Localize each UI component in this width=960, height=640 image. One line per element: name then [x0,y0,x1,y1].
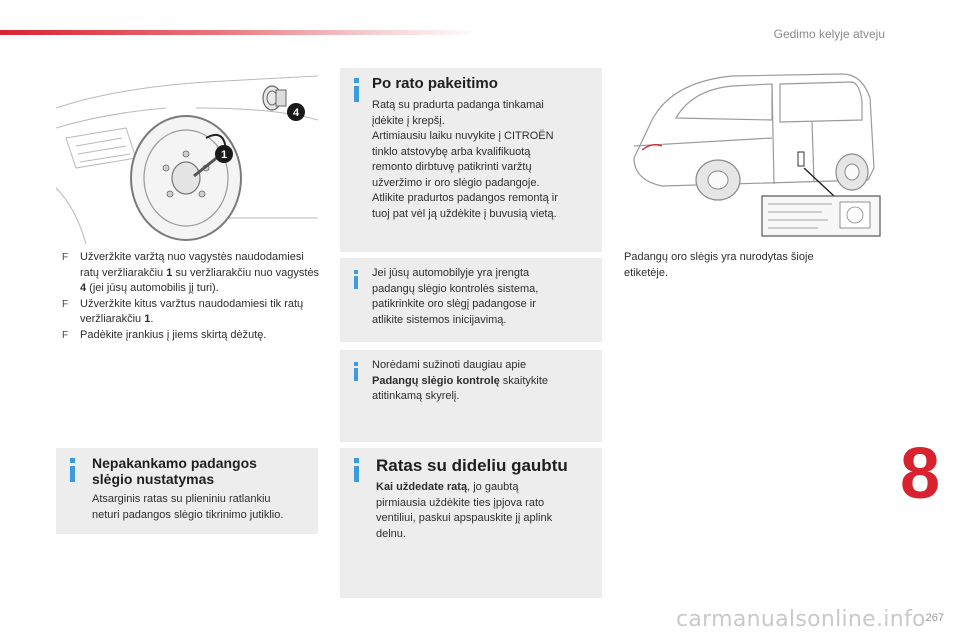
after-wheel-change-panel [340,68,602,252]
low-pressure-detection-panel [56,448,318,534]
instruction-item: F Užveržkite kitus varžtus naudodamiesi tik ratų veržliarakčiu 1. [62,297,304,325]
instruction-list [62,250,322,343]
label-caption: Padangų oro slėgis yra nurodytas šioje etiketėje. [624,251,814,279]
panel-title: Ratas su dideliu gaubtu [376,456,568,475]
panel-body: Jei jūsų automobilyje yra įrengta padangų slėgio kontrolės sistema, patikrinkite oro slėgį padangose ir atlikite sistemos inicijavimą. [372,267,539,326]
tpms-panel [340,258,602,342]
large-hubcap-panel [340,448,602,598]
more-info-panel [340,350,602,442]
callout-4-label: 4 [292,107,300,119]
wheel-illustration [56,68,318,244]
panel-title: Po rato pakeitimo [372,75,498,92]
panel-body: Norėdami sužinoti daugiau apie Padangų slėgio kontrolę skaitykite atitinkamą skyrelį. [372,359,549,402]
chapter-number: 8 [900,434,941,514]
page-number: 267 [925,612,944,624]
tpms-reference[interactable]: Padangų slėgio kontrolę [372,374,500,387]
instruction-item: F Padėkite įrankius į jiems skirtą dėžutę. [62,328,322,344]
panel-body: Atsarginis ratas su plieniniu ratlankiu neturi padangos slėgio tikrinimo jutiklio. [92,493,284,521]
panel-body: Kai uždedate ratą, jo gaubtą pirmiausia uždėkite ties įpjova rato ventiliui, paskui apspauskite jį aplink delnu. [376,481,553,540]
watermark: carmanualsonline.info [676,607,926,632]
bullet-marker-icon: F [62,252,69,263]
panel-title: Nepakankamo padangos slėgio nustatymas [92,455,257,487]
instruction-item: F Užveržkite varžtą nuo vagystės naudodamiesi ratų veržliarakčiu 1 su veržliarakčiu nuo vagystės 4 (jei jūsų automobilis jį turi). [62,251,320,294]
bullet-marker-icon: F [62,298,69,310]
chapter-title: Gedimo kelyje atveju [773,27,885,41]
van-label-illustration [622,68,882,240]
header-accent-bar [0,30,480,35]
callout-1-label: 1 [220,149,228,161]
bullet-marker-icon: F [62,329,69,341]
panel-body: Ratą su pradurta padanga tinkamai įdėkite į krepšį. Artimiausiu laiku nuvykite į CITROËN tinklo atstovybę arba kvalifikuotą remonto dirbtuvę patikrinti varžtų užveržimo ir oro slėgio padangoje. Atlikite pradurtos padangos remontą ir tuoj pat vėl ją uždėkite į buvusią vietą. [372,99,558,220]
